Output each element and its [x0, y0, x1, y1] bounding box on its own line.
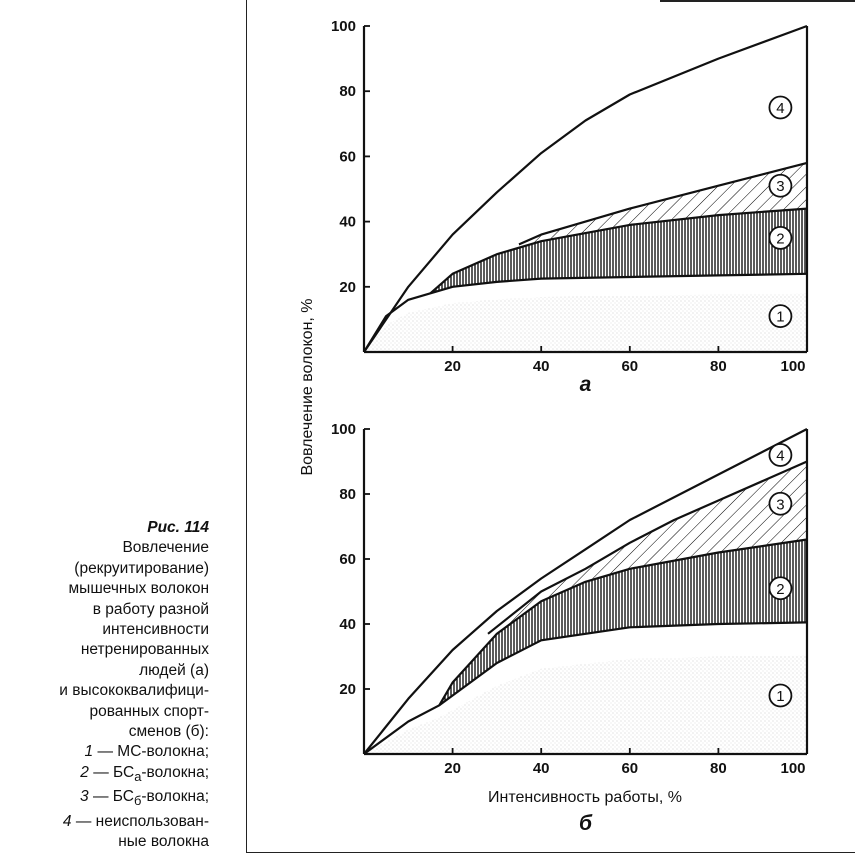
caption-line: (рекруитирование): [74, 559, 209, 577]
region-label: 2: [776, 580, 785, 598]
legend-item: 3 — $БС_б$-волокна;: [80, 788, 209, 809]
region-1-texture: [364, 655, 807, 754]
y-tick-label: 20: [339, 278, 356, 296]
x-tick-label: 40: [532, 760, 550, 777]
region-label: 1: [776, 308, 785, 326]
region-label: 2: [776, 230, 785, 248]
region-label: 4: [776, 447, 785, 465]
chart-panel-b: [331, 421, 807, 835]
caption-line: в работу разной: [92, 600, 209, 618]
chart-panel-a: [331, 18, 807, 396]
caption-line: мышечных волокон: [68, 580, 209, 598]
x-tick-label: 100: [780, 760, 806, 777]
caption-title: Рис. 114: [147, 519, 209, 536]
caption-line: сменов (б):: [128, 723, 209, 741]
legend-item: 4 — неиспользован-: [62, 812, 209, 830]
x-tick-label: 20: [444, 358, 461, 375]
panel-label: а: [579, 373, 592, 396]
legend-item: 2 — $БС_а$-волокна;: [80, 763, 209, 784]
caption-line: рованных спорт-: [89, 702, 209, 720]
x-axis-label: Интенсивность работы, %: [488, 789, 682, 806]
y-tick-label: 60: [339, 551, 356, 568]
caption-line: нетренированных: [80, 641, 209, 659]
region-label: 4: [776, 100, 785, 117]
caption-line: людей (а): [139, 661, 209, 679]
y-tick-label: 80: [339, 83, 356, 101]
legend-item: 1 — МС-волокна;: [84, 743, 209, 761]
x-tick-label: 80: [710, 760, 727, 777]
y-tick-label: 100: [330, 18, 356, 35]
y-tick-label: 60: [339, 148, 356, 166]
y-tick-label: 20: [339, 681, 356, 698]
region-label: 1: [776, 688, 785, 705]
x-tick-label: 40: [532, 358, 550, 375]
caption-line: и высококвалифици-: [59, 682, 209, 700]
x-tick-label: 60: [621, 358, 639, 375]
y-tick-label: 40: [339, 213, 356, 231]
region-label: 3: [776, 496, 785, 514]
y-tick-label: 80: [339, 486, 356, 503]
x-tick-label: 60: [621, 760, 639, 777]
y-tick-label: 40: [339, 616, 356, 633]
y-axis-label: Вовлечение волокон, %: [299, 298, 316, 476]
y-tick-label: 100: [330, 421, 356, 438]
legend-item: ные волокна: [118, 833, 209, 851]
caption-line: Вовлечение: [122, 539, 209, 557]
panel-label: б: [578, 812, 593, 835]
x-tick-label: 100: [780, 358, 806, 375]
region-1-texture: [364, 293, 807, 352]
x-tick-label: 80: [710, 358, 727, 375]
caption-line: интенсивности: [102, 621, 209, 639]
region-label: 3: [776, 178, 785, 196]
x-tick-label: 20: [444, 760, 461, 777]
